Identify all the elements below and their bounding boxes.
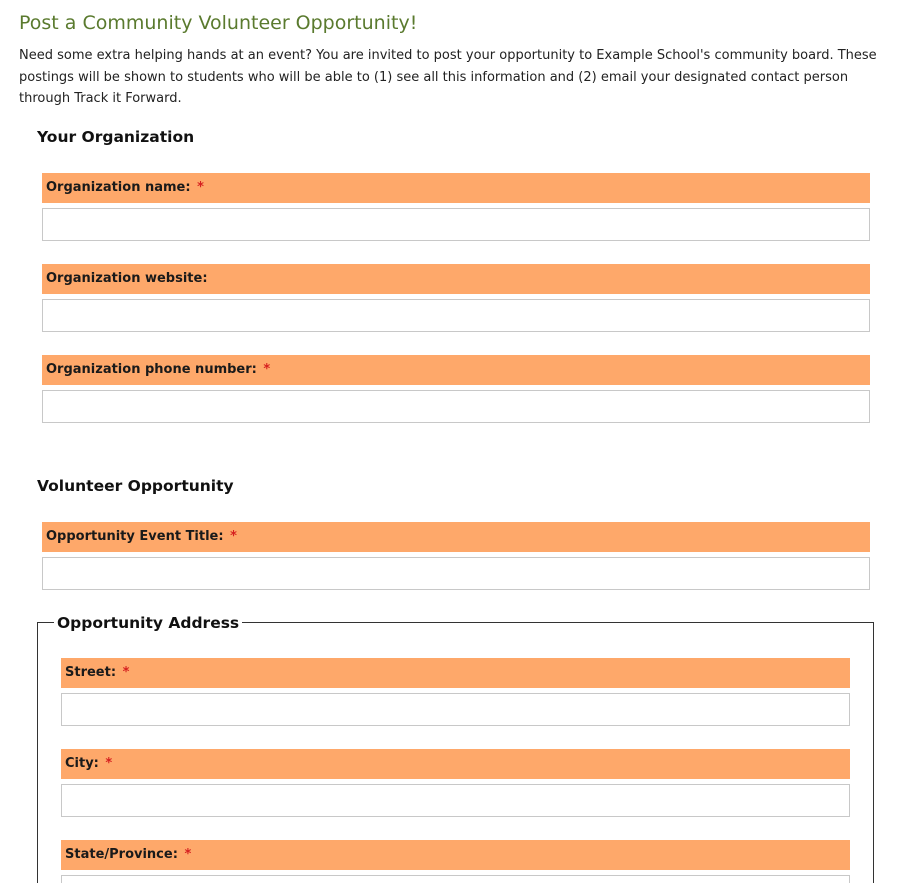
- section-heading-organization: Your Organization: [37, 128, 195, 146]
- organization-website-label: [42, 264, 870, 294]
- required-marker: *: [197, 180, 204, 195]
- required-marker: *: [184, 847, 192, 862]
- required-marker: *: [230, 529, 237, 544]
- state-province-label-text: State/Province:: [65, 847, 178, 862]
- opportunity-title-label: [42, 522, 870, 552]
- organization-website-input[interactable]: [42, 299, 870, 332]
- organization-name-label-text: Organization name:: [46, 180, 191, 195]
- opportunity-title-input[interactable]: [42, 557, 870, 590]
- city-input[interactable]: [61, 784, 850, 817]
- city-label: [61, 749, 850, 779]
- page-title: Post a Community Volunteer Opportunity!: [19, 12, 418, 34]
- organization-name-input[interactable]: [42, 208, 870, 241]
- street-input[interactable]: [61, 693, 850, 726]
- organization-phone-label-text: Organization phone number:: [46, 362, 257, 377]
- organization-name-label: [42, 173, 870, 203]
- state-province-input[interactable]: [61, 875, 850, 883]
- required-marker: *: [105, 756, 113, 771]
- address-legend: Opportunity Address: [54, 612, 242, 634]
- organization-phone-label: [42, 355, 870, 385]
- street-label: [61, 658, 850, 688]
- state-province-label: [61, 840, 850, 870]
- opportunity-title-label-text: Opportunity Event Title:: [46, 529, 224, 544]
- street-label-text: Street:: [65, 665, 117, 680]
- city-label-text: City:: [65, 756, 99, 771]
- organization-website-label-text: Organization website:: [46, 271, 208, 286]
- required-marker: *: [263, 362, 271, 377]
- required-marker: *: [122, 665, 130, 680]
- intro-text: Need some extra helping hands at an event? You are invited to post your opportunity to Example School's community board. These postings will be shown to students who will be able to (1) see all this information and (2) email your designated contact person through Track it Forward.: [19, 48, 877, 106]
- section-heading-opportunity: Volunteer Opportunity: [37, 477, 234, 495]
- organization-phone-input[interactable]: [42, 390, 870, 423]
